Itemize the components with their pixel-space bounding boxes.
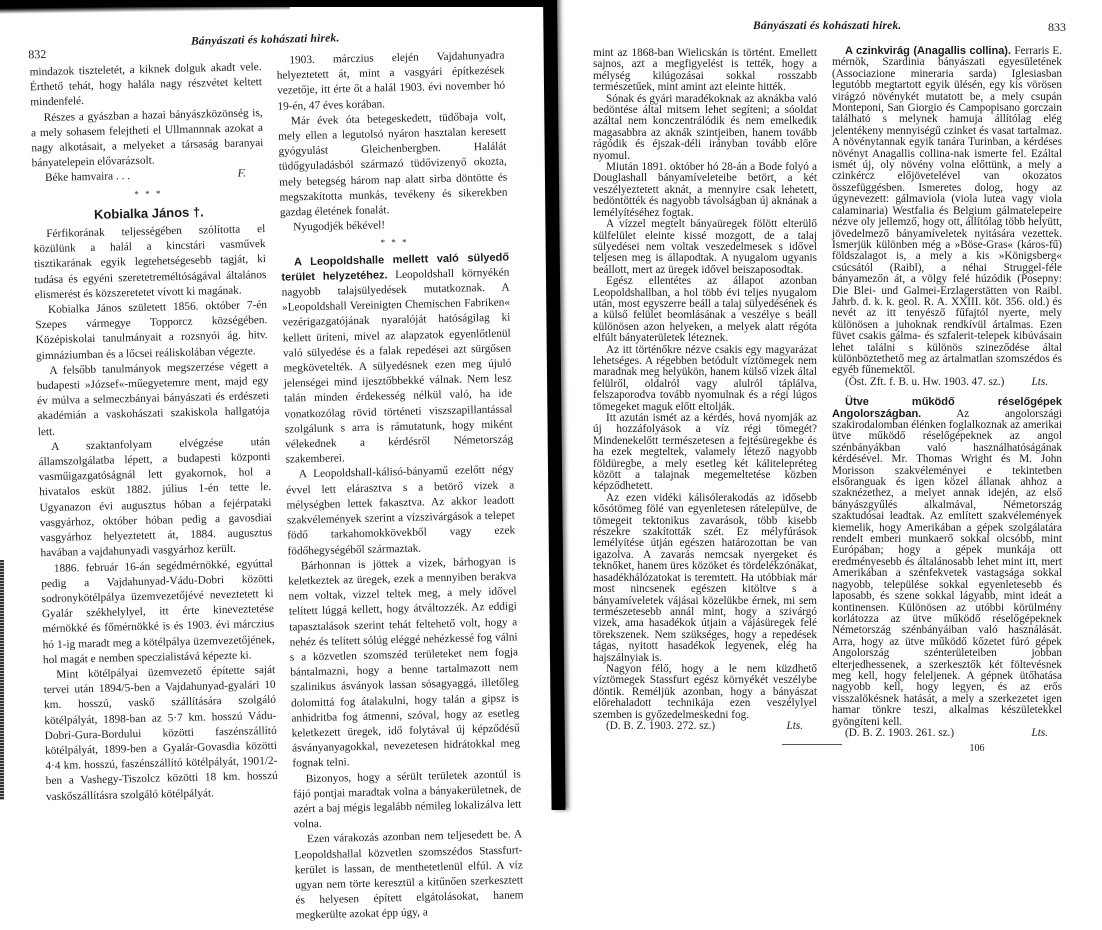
source-citation: (Öst. Zft. f. B. u. Hw. 1903. 47. sz.) [845,375,1005,388]
section-separator: * * * [134,187,163,199]
paragraph: Bárhonnan is jöttek a vizek, bárhogyan is keletkeztek az üregek, ezek a mennyiben berakva nem voltak, vizzel teltek meg, a mely idővel telített lúggá kellett, hogy átváltozzék. Az eddigi tapasztalások szerint tehát feltehető volt, hogy a nehéz és telített sólúg eléggé nehézkessé fog válni s a közvetlen szomszéd területeket nem fogja bántalmazni, hogy a benne tartalmazott nem szalinikus ásványok lassan sósagyaggá, illetőleg dolomittá fog átalakulni, hogy talán a gipsz is anhidritba fog átmenni, szóval, hogy az esetleg keletkezett üregek, idő folytával új képződésű ásványanyagokkal, nevezetesen hidrátokkal meg fognak telni. [288,555,521,770]
paragraph: Sónak és gyári maradékoknak az aknákba való bedöntése által mitsem lehet segíteni; a sóoldat azáltal nem konczentrálódik és nem emelkedik magasabbra az aknák szintjeiben, hanem tovább rágódik és éjszak-déli irányban tovább előre nyomul. [593,92,817,162]
author-initial: F. [237,167,247,181]
source-line [832,728,1062,739]
article-heading: A czinkvirág (Anagallis collina). [845,45,1012,57]
page-number-right: 833 [1048,20,1066,34]
section-separator: * * * [380,237,409,248]
source-line [832,377,1062,388]
author-signature: Lts. [786,719,803,732]
article-text: Ferraris E. mérnök, Szardinia bányászati egyesületének (Associazione mineraria sarda) Iglesiasban legutóbb megtartott egyik ülésén, egy kis vörösen virágzó növénykét mutatott be, a mely csupán Monteponi, San Giorgio és Campopisano gorczain található s melynek hamuja állítólag elég jelentékeny mennyiségű czinket és vasat tartalmaz. A növénytannak egyik tanára Turinban, a kérdéses növényt Anagallis collina-nak ismerte fel. Ezáltal ismét új, oly növény volna előttünk, a mely a czinkércz előjövetelével van okozatos összefüggésben. Ismeretes dolog, hogy az úgynevezett: gálmaviola (viola lutea vagy viola calaminaria) Westfalia és Belgium gálmatelepeire nézve oly jellemző, hogy ott, állítólag több helyütt, jövedelmező bányamíveletek nyitására vezettek. Ismerjük különben még a »Böse-Gras« (káros-fű) földszalagot is, a mely a kis »Königsberg« csúcsától (Raibl), a néhai Struggel-féle bányamezőn át, a völgy felé húzódik (Posepny: Die Blei- und Galmei-Erzlagerstätten von Raibl. Jahrb. d. k. k. geol. R. A. XXIII. köt. 356. old.) és nevét az itt tenyésző fűfajtól nyerte, mely különösen a juhoknak rendkívül ártalmas. Ezen füvet csakis gálma- és szfalerit-telepek kibúvásain lehet találni s különös szineződése által különböztethető meg az ártalmatlan szomszédos és egyéb fűnemektől. [832,45,1062,377]
paragraph: Az itt történőkre nézve csakis egy magyarázat lehetséges. A régebben betódult víztömegek nem maradnak meg helyükön, hanem külső vizek által felülről, oldalról vagy alulról táplálva, felszaporodva tovább nyomulnak és a régi lúgos tömegeket maguk előtt eltolják. [593,343,817,413]
paragraph: Az ezen vidéki kálisólerakodás az idősebb kősótömeg fölé van egyenletesen rátelepülve, de tömegeit tektonikus zavarások, több kisebb részekre szakították szét. Ez mélyfúrások lemélyítése útján egészen határozottan be van igazolva. A zavarás nemcsak nyergeket és teknőket, hanem üres közöket és tördelékzónákat, hasadékhálózatokat is teremtett. Ha utóbbiak már most nincsenek egészen kitöltve s a bányamíveletek vájásai közelükbe érnek, mi sem természetesebb annál mint, hogy a szivárgó vizek, ama hasadékok útjain a vájásüregek felé törekszenek. Nem szükséges, hogy a repedések tágas, nyitott hasadékok legyenek, elég ha hajszálnyiak is. [593,491,817,664]
paragraph: Kobialka János született 1856. október 7-én Szepes vármegye Topporcz községében. Középiskolai tanulmányait a rozsnyói ág. hitv. gimnáziumban és a lőcsei reáliskolában végezte. [35,299,268,362]
left-column-1 [29,60,278,805]
obituary-title: Kobialka János †. [93,204,204,222]
paragraph: Itt azután ismét az a kérdés, hová nyomják az új hozzáfolyások a víz régi tömegét? Mindenekelőtt természetesen a fejtésüregekbe és ha ezek megteltek, valamely létező nagyobb földüregbe, a mely esetleg két kálitelepréteg között a talajnak megemeltetése közben képződhetett. [593,412,817,493]
right-column-2 [832,46,1062,755]
paragraph: Már évek óta betegeskedett, tüdőbaja volt, mely ellen a legutolsó nyáron hasztalan keresett gyógyulást Gleichenbergben. Halálát tüdőgyuladásból származó tüdővizenyő okozta, mely betegség három nap alatt sirba döntötte és megszakította munkás, tevékeny és sikerekben gazdag életének fonalát. [278,110,508,219]
scan-left-edge [0,560,4,800]
article-lead [832,46,1062,377]
signature-mark: 106 [969,743,985,755]
article-heading: Ütve működő réselőgépek Angolországban. [832,396,1062,420]
running-head-right: Bányászati és kohászati hirek. [753,20,902,32]
article-heading: A Leopoldshalle mellett való sülyedő terület helyzetéhez. [281,251,510,284]
author-signature: Lts. [1031,375,1048,388]
source-citation: (D. B. Z. 1903. 272. sz.) [606,719,716,732]
paragraph: Nagyon félő, hogy a le nem küzdhető víztömegek Stassfurt egész környékét veszélybe döntik. Reméljük azonban, hogy a bányászat előrehaladott technikája ezen veszélylyel szemben is győzedelmeskedni fog. [593,662,817,721]
paragraph: Nyugodjék békével! [293,219,386,234]
left-column-2 [276,49,524,925]
paragraph: A vízzel megtelt bányaüregek fölött elterülő külfelület eleinte kissé mozgott, de a talaj sülyedései nem voltak veszedelmesek s idővel teljesen meg is állapodtak. A nyugalom ugyanis beállott, mert az üregek idővel beiszaposodtak. [593,218,817,276]
right-page [560,0,1102,800]
source-citation: (D. B. Z. 1903. 261. sz.) [845,726,955,739]
article-text: Leopoldshall környékén nagyobb talajsülyedések mutatkoznak. A »Leopoldshall Vereinigten Chemischen Fabriken« vezérigazgatójának nyaralóját hatóságilag ki kellett üríteni, mivel az alapzatok egyenlőtlenül való sülyedése és a falak repedései azt sürgősen megkövetelték. A sülyedésnek ezen meg újuló jelenségei mind ijesztőbbekké válnak. Nem lesz talán minden érdekesség nélkül való, ha ide vonatkozólag rövid történeti viszszapillantással szolgálunk s arra is rámutatunk, hogy miként vélekednek a kérdésről Németország szakemberei. [281,266,514,466]
paragraph: mint az 1868-ban Wielicskán is történt. Emellett sajnos, azt a megfigyelést is tették, hogy a mélység kilúgozásai sokkal rosszabb természetűek, mint amint azt eleinte hitték. [593,47,817,94]
right-column-1 [593,48,817,732]
closing-text: Béke hamvaira . . . [44,170,131,185]
paragraph: Mint kötélpályai üzemvezető építette saját tervei után 1894/5-ben a Vajdahunyad-gyalári 10 km. hosszú, vaskő szállítására szolgáló kötélpályát, 1898-ban az 5·7 km. hosszú Vádu-Dobri-Gura-Bordului közötti faszénszállító kötélpályát, 1899-ben a Gyalár-Govasdia közötti 4·4 km. hosszú, faszénszállító kötélpályát, 1901/2-ben a Vashegy-Tiszolcz közötti 18 km. hosszú vaskőszállításra szolgáló kötélpályát. [43,663,278,803]
article-lead [281,250,514,468]
author-signature: Lts. [1031,726,1048,739]
running-head-left: Bányászati és kohászati hirek. [190,32,340,48]
paragraph: Részes a gyászban a hazai bányászközönség is, a mely sohasem felejtheti el Ullmannnak azokat a nagy alkotásait, a melyeket a társaság baranyai bányatelepein elővarázsolt. [30,106,264,170]
article-lead [832,397,1062,728]
paragraph: A felsőbb tanulmányok megszerzése végett a budapesti »József«-műegyetemre ment, majd egy év múlva a selmeczbányai bányászati és erdészeti akadémián a vaskohászati szakiskola hallgatója lett. [36,359,270,438]
paragraph: A szaktanfolyam elvégzése után államszolgálatba lépett, a budapesti központi vasműigazgatóságnál lett gyakornok, hol a hivatalos esküt 1882. július 1-én tette le. Ugyanazon évi augusztus hóban a fejérpataki vasgyárhoz, október hóban pedig a gavosdiai vasgyárhoz helyeztetett át, 1884. augusztus havában a vajdahunyadi vasgyárhoz került. [38,435,273,560]
paragraph: 1903. márczius elején Vajdahunyadra helyeztetett át, mint a vasgyári építkezések vezetője, itt érte őt a halál 1903. évi november hó 19-én, 47 éves korában. [276,49,506,113]
paragraph: Ezen várakozás azonban nem teljesedett be. A Leopoldshallal közvetlen szomszédos Stassfurt-kerület is lassan, de menthetetlenül elfúl. A víz ugyan nem törte keresztül a kitűnően szerkesztett és helyesen épített elgátolásokat, hanem megkerülte azokat épp úgy, a [294,828,524,922]
article-text: Az angolországi szakirodalomban élénken foglalkoznak az amerikai ütve működő réselőgépeknek az angol szénbányákban való használhatóságának kérdésével. Mr. Thomas Wright és M. John Morisson szakvéleményei e tekintetben elsőranguak és igen közel állanak ahhoz a szaknézethez, a melyet annak idején, az első bányászgyűlés alkalmával, Németország szaktudósai leadtak. Az említett szakvélemények kiemelik, hogy Amerikában a gépek szolgálatára rendelt emberi munkaerő sokkal olcsóbb, mint Európában; hogy a gépek munkája ott eredményesebb és általánosabb lehet mint itt, mert Amerikában a szénfekvetek vastagsága sokkal nagyobb, települése sokkal egyenletesebb és laposabb, és szene sokkal lágyabb, mint ideát a kontinensen. Különösen az utóbbi körülmény korlátozza az ütve működő réselőgépeknek Németország szénbányáiban való használását. Arra, hogy az ütve működő kőzetet fúró gépek Angolország szénterületeiben jobban elterjedhessenek, a szerkesztők két föltevésnek meg kell, hogy feleljenek. A gépnek ütőhatása nagyobb kell, hogy legyen, és az erős visszalökésnek hatását, a mely a szerkezetet igen hamar tönkre teszi, alkalmas készületekkel gyöngíteni kell. [832,407,1062,728]
paragraph: Férfikorának teljességében szólította el közülünk a halál a kincstári vasművek tisztikarának egyik legtehetségesebb tagját, ki tudása és egyéni szeretetreméltóságával általános elismerést és közszeretetet vívott ki magának. [33,223,267,302]
paragraph: Egész ellentétes az állapot azonban Leopoldshallban, a hol több évi teljes nyugalom után, most egyszerre beáll a talaj sülyedésének és a külső felület beomlásának a veszélye s beáll különösen azon helyeken, a melyek alatt régóta elfúlt bányaterületek léteznek. [593,275,817,345]
paragraph: A Leopoldshall-kálisó-bányamű ezelőtt négy évvel lett elárasztva s a betörő vizek a mélységben lettek fakasztva. Az akkor leadott szakvélemények szerint a vízszivárgások a telepet födő tarkahomokkövekből vagy ezek födőhegységéből származtak. [286,463,516,558]
paragraph: Bizonyos, hogy a sérült területek azontúl is fájó pontjai maradtak volna a bányakerületnek, de azért a baj mégis legalább némileg lokalizálva lett volna. [292,767,522,831]
paragraph: mindazok tiszteletét, a kiknek dolguk akadt vele. Érthető tehát, hogy halála nagy részvétet keltett mindenfelé. [29,61,263,109]
paragraph: 1886. február 16-án segédmérnökké, egyúttal pedig a Vajdahunyad-Vádu-Dobri közötti sodronykötélpálya üzemvezetőjévé neveztetett ki Gyalár székhelylyel, itt érte kineveztetése mérnökké és főmérnökké is és 1903. évi márczius hó 1-ig maradt meg a kötélpálya üzemvezetőjének, hol magát e nemben speczialistává képezte ki. [41,557,275,666]
source-line [593,721,817,732]
page-number-left: 832 [28,46,47,62]
paragraph: Miután 1891. október hó 28-án a Bode folyó a Douglashall bányamíveleteibe betört, a két veszélyeztetett aknát, a mennyire csak lehetett, bedöntötték és nagyobb távolságban új aknának a lemélyítéséhez fogtak. [593,161,817,219]
